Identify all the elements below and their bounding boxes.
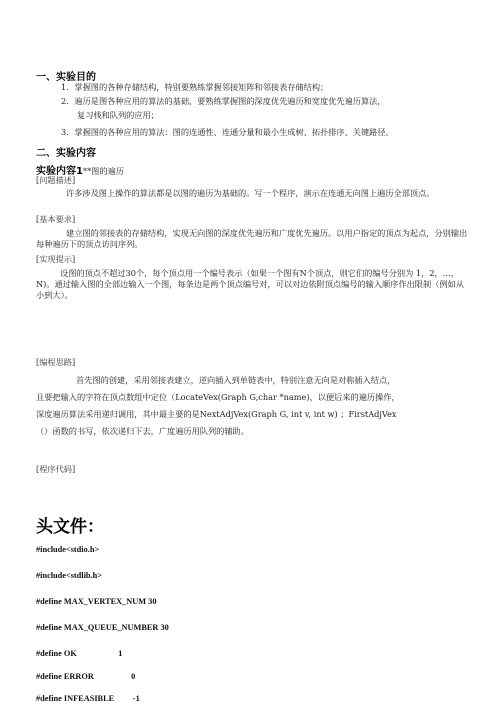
code-line: #define INFEASIBLE -1 (36, 694, 140, 703)
code-line: #define OK 1 (36, 649, 123, 658)
code-line: #define MAX_VERTEX_NUM 30 (36, 597, 157, 606)
basic-tag: [基本要求] (36, 214, 76, 224)
code-line: #include<stdio.h> (36, 545, 100, 554)
idea-tag: [编程思路] (36, 357, 76, 367)
idea-line-4: （）函数的书写，依次递归下去，广度遍历用队列的辅助。 (36, 426, 249, 436)
basic-text: 建立图的邻接表的存储结构，实现无向图的深度优先遍历和广度优先遍历。以用户指定的顶点为起点，分别输出每种遍历下的顶点访问序列。 (36, 228, 468, 249)
section-2-title: 二、实验内容 (36, 148, 96, 159)
objective-item-2-cont: 复习栈和队列的应用； (77, 110, 159, 120)
idea-line-3: 深度遍历算法采用递归调用，其中最主要的是NextAdjVex(Graph G, int v, int w) ；FirstAdjVex (36, 409, 397, 419)
content-label: 实验内容 (36, 166, 76, 177)
idea-line-2: 且要把输入的字符在顶点数组中定位（LocateVex(Graph G,char *name)，以便后来的遍历操作， (36, 392, 400, 402)
code-line: #define MAX_QUEUE_NUMBER 30 (36, 623, 169, 632)
objective-item-3: 3．掌握图的各种应用的算法：图的连通性、连通分量和最小生成树、拓扑排序、关键路径。 (61, 127, 394, 137)
section-1-title: 一、实验目的 (36, 72, 96, 83)
code-tag: [程序代码] (36, 464, 76, 474)
problem-text: 许多涉及图上操作的算法都是以图的遍历为基础的。写一个程序，演示在连通无向图上遍历全部顶点。 (66, 188, 435, 198)
hint-text: 设图的顶点不超过30个，每个顶点用一个编号表示（如果一个图有N个顶点，则它们的编号分别为 1，2，…，N)。通过输入图的全部边输入一个图，每条边是两个顶点编号对，可以对边依附顶点编号的输入顺序作出限制（例如从小到大）。 (36, 268, 464, 300)
code-line: #define ERROR 0 (36, 672, 136, 681)
objective-item-1: 1．掌握图的各种存储结构，特别要熟练掌握邻接矩阵和邻接表存储结构； (61, 82, 329, 92)
hint-tag: [实现提示] (36, 254, 76, 264)
code-line: #include<stdlib.h> (36, 571, 102, 580)
content-suffix: **图的遍历 (82, 166, 124, 176)
idea-line-1: 首先图的创建，采用邻接表建立，逆向插入到单链表中，特别注意无向是对称插入结点， (76, 375, 396, 385)
problem-tag: [问题描述] (36, 175, 76, 185)
header-file-title: 头文件： (36, 517, 104, 537)
content-number: 1 (76, 166, 83, 177)
objective-item-2: 2．遍历是图各种应用的算法的基础，要熟练掌握图的深度优先遍历和宽度优先遍历算法， (61, 96, 386, 106)
